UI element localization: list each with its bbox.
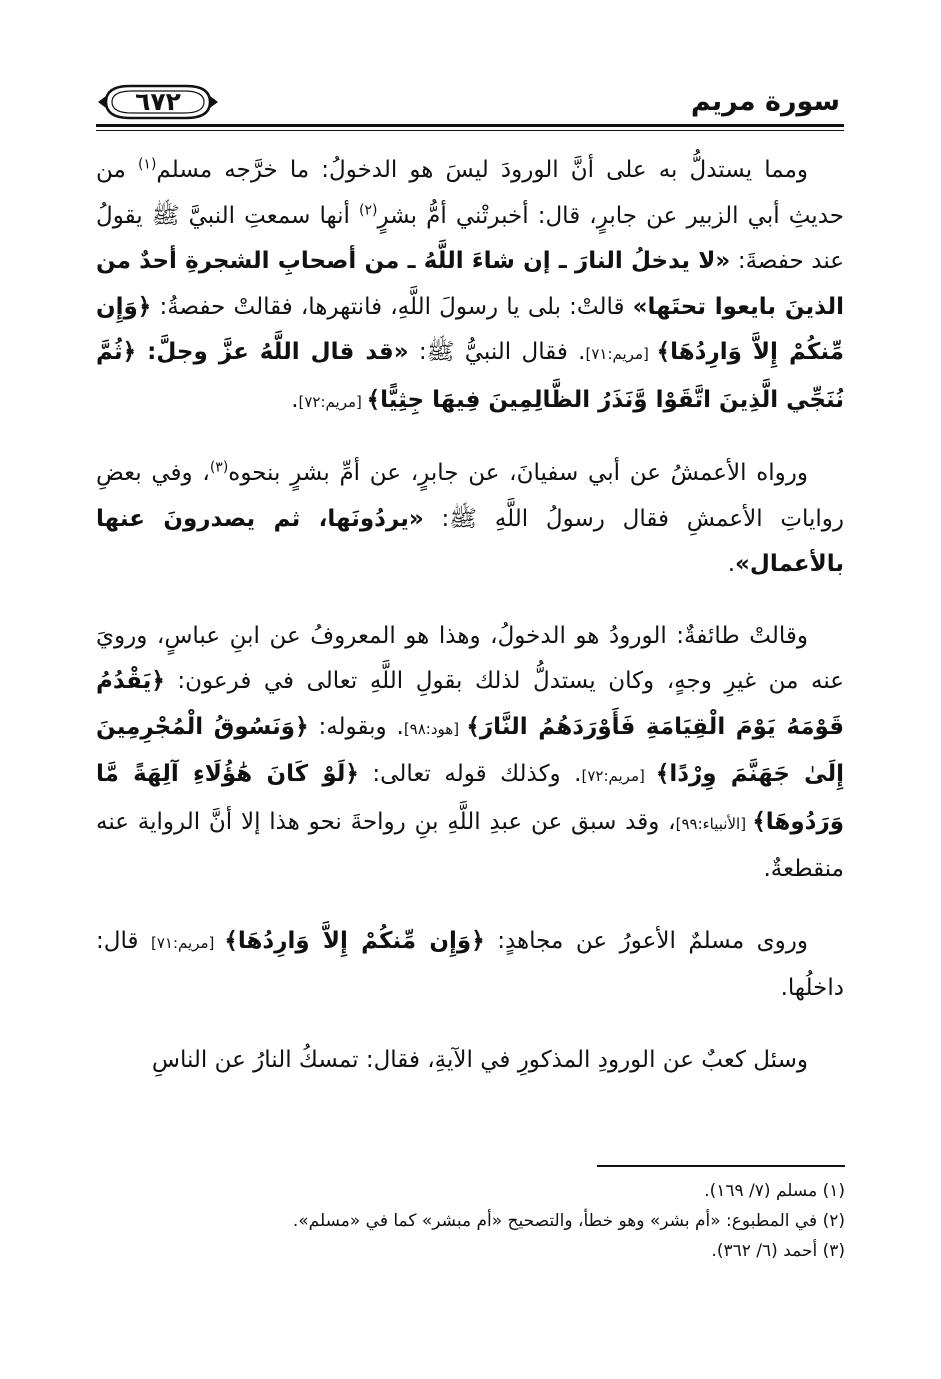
footnotes [97,1176,845,1266]
hadith-quote: «قد قال اللَّهُ عزَّ وجلَّ: ﴿ثُمَّ نُنَجِّي الَّذِينَ اتَّقَوْا وَّنَذَرُ الظَّالِمِينَ فِيهَا جِثِيًّا﴾ [96,339,844,413]
footnote-1: (١) مسلم (٧/ ١٦٩). [704,1181,845,1201]
paragraph-1: ومما يستدلُّ به على أنَّ الورودَ ليسَ هو الدخولُ: ما خرَّجه مسلم$^{(١)}$ من حديثِ أبي الزبير عن جابرٍ، قال: أخبرتْني أمُّ بشرٍ$^{(٢)}$ أنها سمعتِ النبيَّ ﷺ يقولُ عند حفصةَ: «لا يدخلُ النارَ ـ إن شاءَ اللَّهُ ـ من أصحابِ الشجرةِ أحدٌ من الذينَ بايعوا تحتَها» قالتْ: بلى يا رسولَ اللَّهِ، فانتهرها، فقالتْ حفصةُ: ﴿وَإِن مِّنكُمْ إِلاَّ وَارِدُهَا﴾ [مريم:٧١]. فقال النبيُّ ﷺ: «قد قال اللَّهُ عزَّ وجلَّ: ﴿ثُمَّ نُنَجِّي الَّذِينَ اتَّقَوْا وَّنَذَرُ الظَّالِمِينَ فِيهَا جِثِيًّا﴾ [مريم:٧٢]. [96,156,844,413]
header-rule-thin [96,130,844,131]
footnote-2: (٢) في المطبوع: «أم بشر» وهو خطأ، والتصحيح «أم مبشر» كما في «مسلم». [292,1211,845,1231]
verse-reference: [هود:٩٨] [403,719,467,738]
page-number-badge [96,82,220,122]
verse-reference: [مريم:٧٢] [581,767,656,785]
footnote-divider [597,1165,845,1167]
paragraph-2: ورواه الأعمشُ عن أبي سفيانَ، عن جابرٍ، عن أمِّ بشرٍ بنحوه$^{(٣)}$، وفي بعضِ رواياتِ الأعمشِ فقال رسولُ اللَّهِ ﷺ: «يردُونَها، ثم يصدرونَ عنها بالأعمال». [96,459,844,577]
page-header [96,74,844,120]
header-rule [96,124,844,127]
verse-reference: [مريم:٧١] [151,933,225,952]
paragraph-4: وروى مسلمٌ الأعورُ عن مجاهدٍ: ﴿وَإِن مِّنكُمْ إِلاَّ وَارِدُهَا﴾ [مريم:٧١] قال: داخلُها. [96,927,844,1001]
footnote-3: (٣) أحمد (٦/ ٣٦٢). [711,1241,845,1261]
main-text [96,148,844,1158]
paragraph-3: وقالتْ طائفةٌ: الورودُ هو الدخولُ، وهذا هو المعروفُ عن ابنِ عباسٍ، ورويَ عنه من غيرِ وجهٍ، وكان يستدلُّ لذلك بقولِ اللَّهِ تعالى في فرعون: ﴿يَقْدُمُ قَوْمَهُ يَوْمَ الْقِيَامَةِ فَأَوْرَدَهُمُ النَّارَ﴾ [هود:٩٨]. وبقوله: ﴿وَنَسُوقُ الْمُجْرِمِينَ إِلَىٰ جَهَنَّمَ وِرْدًا﴾ [مريم:٧٢]. وكذلك قوله تعالى: ﴿لَوْ كَانَ هَٰؤُلَاءِ آلِهَةً مَّا وَرَدُوهَا﴾ [الأنبياء:٩٩]، وقد سبق عن عبدِ اللَّهِ بنِ رواحةَ نحو هذا إلا أنَّ الرواية عنه منقطعةٌ. [96,622,844,882]
quran-verse: ﴿وَإِن مِّنكُمْ إِلاَّ وَارِدُهَا﴾ [224,927,485,954]
surah-title: سورة مريم [690,86,840,117]
quran-verse: ﴿يَقْدُمُ قَوْمَهُ يَوْمَ الْقِيَامَةِ فَأَوْرَدَهُمُ النَّارَ﴾ [96,668,844,740]
hadith-quote: «لا يدخلُ النارَ ـ إن شاءَ اللَّهُ ـ من أصحابِ الشجرةِ أحدٌ من الذينَ بايعوا تحتَها» [96,248,844,320]
verse-reference: [مريم:٧١] [585,345,657,363]
footnote-marker-3: (٣) [209,459,229,476]
footnote-marker-1: (١) [137,156,157,173]
page-number: ٦٧٢ [135,87,181,116]
verse-reference: [مريم:٧٢] [298,392,367,411]
hadith-quote: «يردُونَها، ثم يصدرونَ عنها بالأعمال» [96,505,844,577]
footnote-marker-2: (٢) [358,201,378,218]
paragraph-5: وسئل كعبٌ عن الورودِ المذكورِ في الآيةِ، فقال: تمسكُ النارُ عن الناسِ [151,1046,808,1073]
quran-verse: ﴿وَإِن مِّنكُمْ إِلاَّ وَارِدُهَا﴾ [96,293,844,365]
quran-verse: ﴿لَوْ كَانَ هَٰؤُلَاءِ آلِهَةً مَّا وَرَدُوهَا﴾ [96,761,844,835]
verse-reference: [الأنبياء:٩٩] [675,814,753,833]
quran-verse: ﴿وَنَسُوقُ الْمُجْرِمِينَ إِلَىٰ جَهَنَّمَ وِرْدًا﴾ [96,713,844,787]
